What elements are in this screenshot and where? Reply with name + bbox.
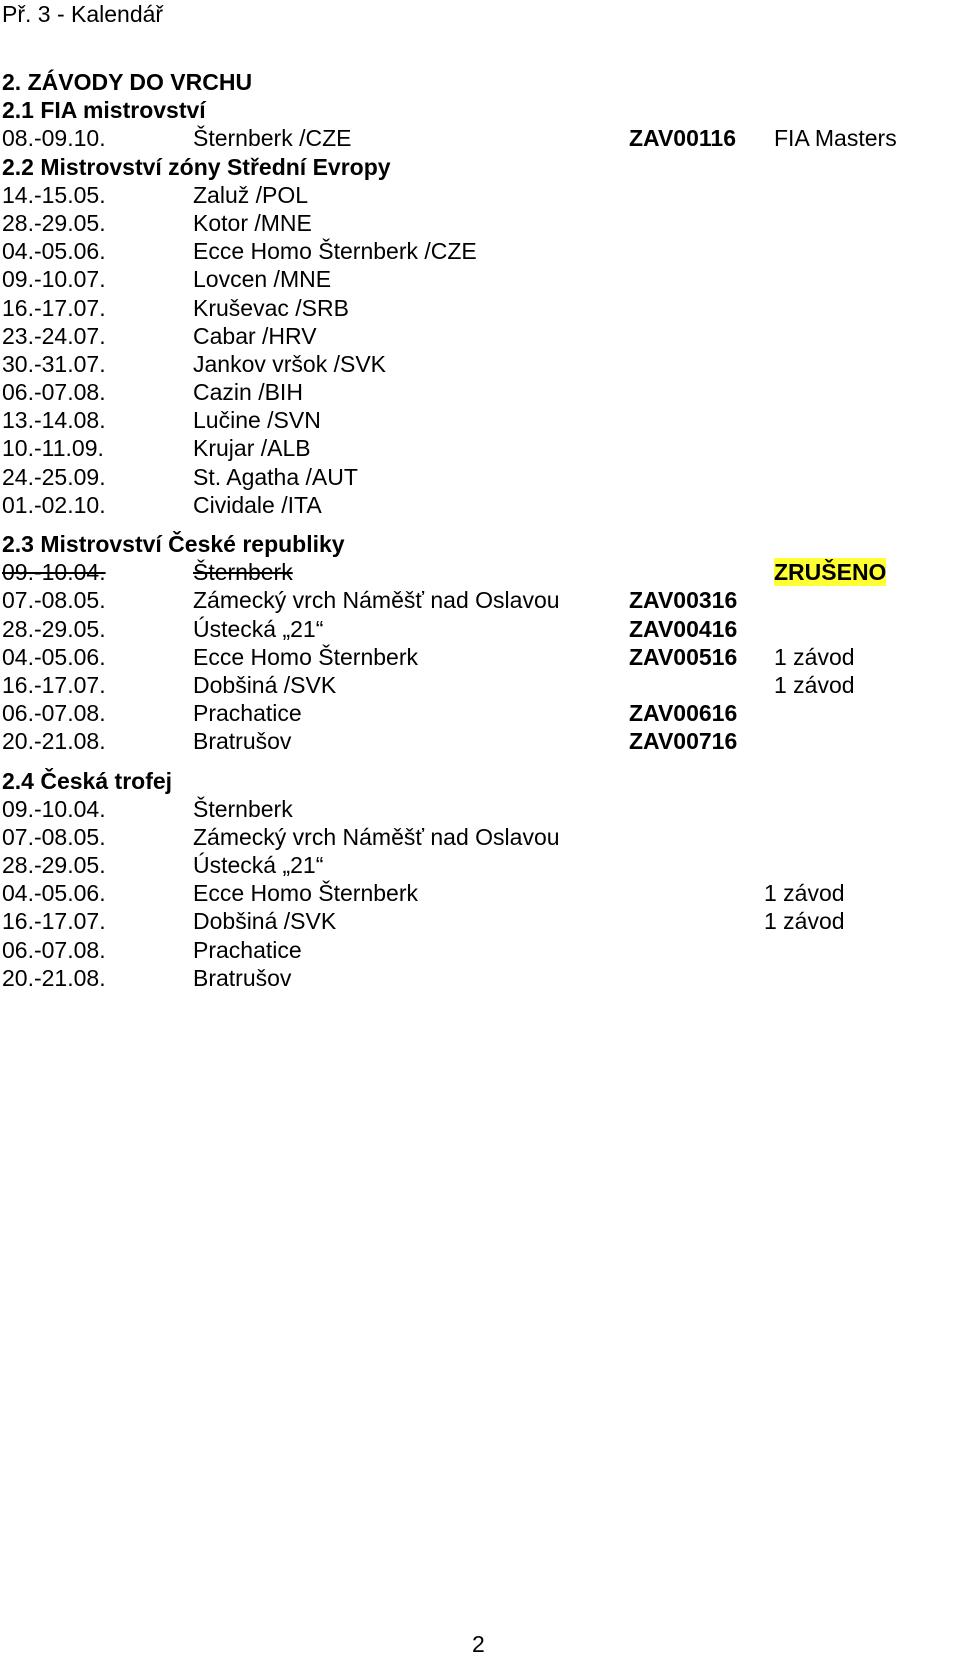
event-place: Kotor /MNE [193, 209, 312, 236]
event-row [2, 237, 952, 265]
event-place: Šternberk [193, 559, 293, 586]
event-date: 13.-14.08. [2, 407, 106, 434]
event-date: 28.-29.05. [2, 852, 106, 879]
section-title: 2.3 Mistrovství České republiky [2, 531, 345, 557]
event-row [2, 124, 952, 152]
event-date: 16.-17.07. [2, 908, 106, 935]
event-place: Zámecký vrch Náměšť nad Oslavou [193, 587, 560, 614]
event-row [2, 643, 952, 671]
section-title: 2.2 Mistrovství zóny Střední Evropy [2, 153, 391, 180]
event-row [2, 406, 952, 434]
event-place: Bratrušov [193, 728, 292, 755]
event-code: ZAV00716 [629, 728, 738, 755]
event-note: 1 závod [774, 643, 855, 670]
event-place: Lovcen /MNE [193, 266, 332, 293]
event-row [2, 879, 952, 907]
event-row [2, 463, 952, 491]
section-title: 2.1 FIA mistrovství [2, 97, 206, 124]
event-date: 24.-25.09. [2, 463, 106, 490]
section-1 [2, 96, 952, 152]
event-date: 09.-10.04. [2, 559, 106, 586]
event-code: ZAV00616 [629, 700, 738, 727]
section-2 [2, 153, 952, 519]
event-code: ZAV00116 [629, 125, 736, 152]
event-row [2, 322, 952, 350]
event-date: 10.-11.09. [2, 435, 104, 462]
event-date: 06.-07.08. [2, 700, 106, 727]
event-row [2, 615, 952, 643]
event-place: Dobšiná /SVK [193, 671, 337, 698]
event-place: Ecce Homo Šternberk [193, 643, 418, 670]
event-place: Cazin /BIH [193, 379, 303, 406]
event-date: 04.-05.06. [2, 880, 106, 907]
event-note: 1 závod [764, 908, 845, 935]
page-header: Př. 3 - Kalendář [2, 1, 164, 27]
event-date: 07.-08.05. [2, 587, 106, 614]
event-row [2, 350, 952, 378]
event-row [2, 491, 952, 519]
section-3 [2, 530, 952, 756]
event-row [2, 558, 952, 586]
event-note: FIA Masters [774, 125, 897, 152]
event-row [2, 699, 952, 727]
event-date: 14.-15.05. [2, 181, 106, 208]
event-row [2, 294, 952, 322]
event-place: Cividale /ITA [193, 491, 322, 518]
event-date: 30.-31.07. [2, 350, 106, 377]
event-date: 08.-09.10. [2, 125, 106, 152]
event-row [2, 181, 952, 209]
event-place: Ústecká „21“ [193, 615, 324, 642]
chapter-title: 2. ZÁVODY DO VRCHU [2, 69, 253, 95]
event-place: Jankov vršok /SVK [193, 350, 387, 377]
event-note: 1 závod [774, 671, 855, 698]
event-date: 06.-07.08. [2, 379, 106, 406]
event-date: 09.-10.04. [2, 795, 106, 822]
event-place: Dobšiná /SVK [193, 908, 337, 935]
event-row [2, 964, 952, 992]
event-place: Ecce Homo Šternberk [193, 880, 418, 907]
event-row [2, 586, 952, 614]
event-row [2, 727, 952, 755]
event-place: Šternberk /CZE [193, 125, 352, 152]
event-date: 09.-10.07. [2, 266, 106, 293]
sections-container [2, 96, 952, 992]
event-place: Bratrušov [193, 964, 292, 991]
event-place: Kruševac /SRB [193, 294, 349, 321]
event-row [2, 795, 952, 823]
event-date: 07.-08.05. [2, 823, 106, 850]
event-date: 16.-17.07. [2, 294, 106, 321]
event-row [2, 378, 952, 406]
event-row [2, 823, 952, 851]
event-place: Lučine /SVN [193, 407, 321, 434]
event-date: 01.-02.10. [2, 491, 106, 518]
event-row [2, 209, 952, 237]
event-date: 20.-21.08. [2, 964, 106, 991]
event-date: 23.-24.07. [2, 322, 106, 349]
event-code: ZAV00316 [629, 587, 738, 614]
event-date: 04.-05.06. [2, 238, 106, 265]
event-place: Šternberk [193, 795, 293, 822]
event-place: Prachatice [193, 700, 302, 727]
event-row [2, 907, 952, 935]
calendar-document [2, 68, 952, 992]
event-place: Prachatice [193, 936, 302, 963]
event-date: 04.-05.06. [2, 643, 106, 670]
section-title: 2.4 Česká trofej [2, 767, 173, 794]
event-place: Cabar /HRV [193, 322, 317, 349]
event-row [2, 851, 952, 879]
event-date: 16.-17.07. [2, 671, 106, 698]
event-row [2, 265, 952, 293]
event-row [2, 434, 952, 462]
event-date: 06.-07.08. [2, 936, 106, 963]
event-date: 28.-29.05. [2, 209, 106, 236]
event-date: 20.-21.08. [2, 728, 106, 755]
page-number: 2 [472, 1631, 485, 1657]
event-place: Zámecký vrch Náměšť nad Oslavou [193, 823, 560, 850]
event-row [2, 671, 952, 699]
event-note: 1 závod [764, 880, 845, 907]
event-place: St. Agatha /AUT [193, 463, 358, 490]
event-code: ZAV00416 [629, 615, 738, 642]
event-place: Krujar /ALB [193, 435, 311, 462]
event-place: Zaluž /POL [193, 181, 309, 208]
event-place: Ecce Homo Šternberk /CZE [193, 238, 477, 265]
event-place: Ústecká „21“ [193, 852, 324, 879]
event-code: ZAV00516 [629, 643, 738, 670]
event-date: 28.-29.05. [2, 615, 106, 642]
cancelled-badge: ZRUŠENO [774, 559, 887, 586]
section-4 [2, 767, 952, 993]
event-row [2, 936, 952, 964]
